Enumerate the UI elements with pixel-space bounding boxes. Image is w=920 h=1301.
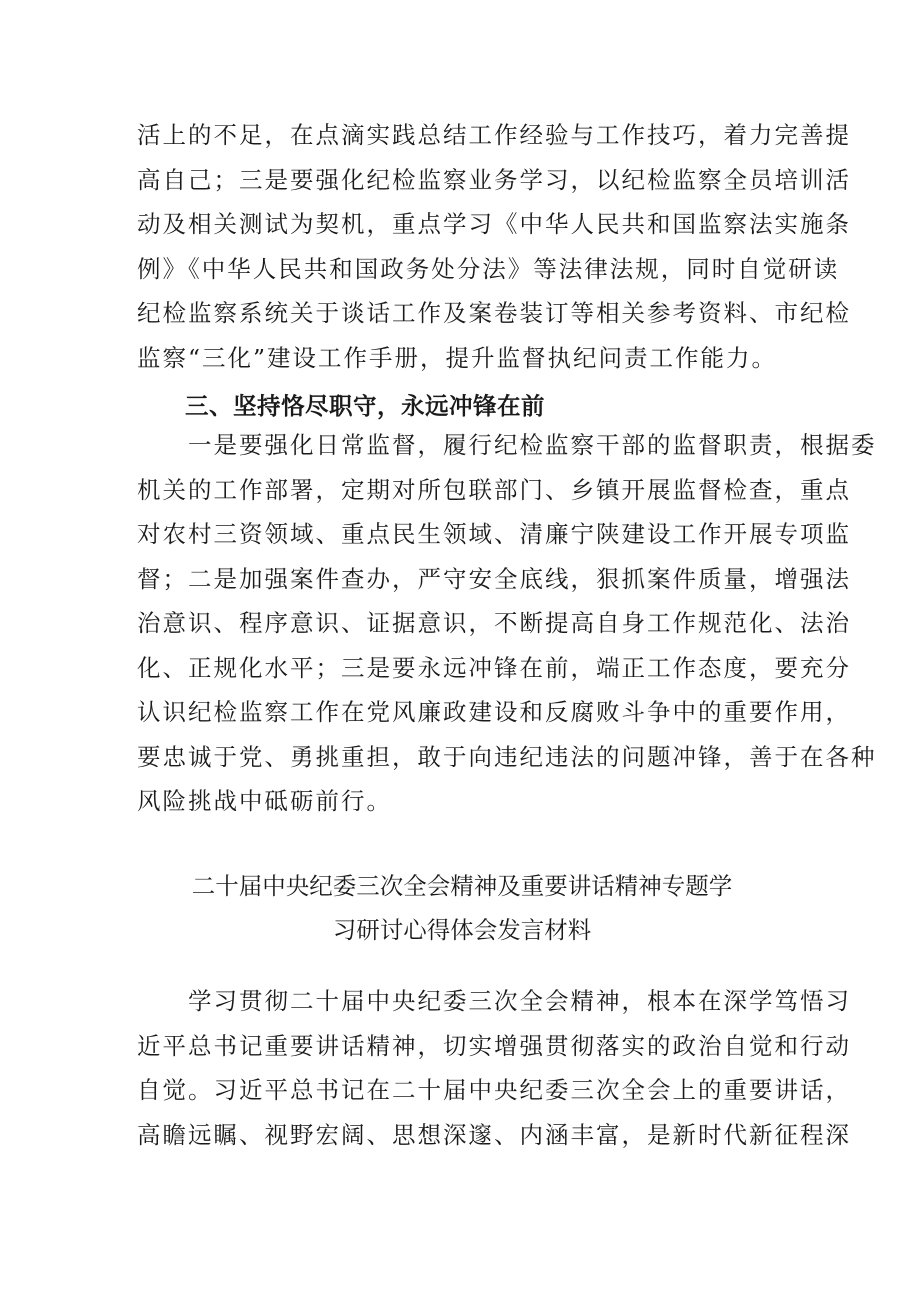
text-line: 认识纪检监察工作在党风廉政建设和反腐败斗争中的重要作用， [137, 698, 851, 726]
text-line: 学习贯彻二十届中央纪委三次全会精神，根本在深学笃悟习 [137, 987, 851, 1015]
text-line: 对农村三资领域、重点民生领域、清廉宁陕建设工作开展专项监 [137, 520, 851, 548]
text-line: 近平总书记重要讲话精神，切实增强贯彻落实的政治自觉和行动 [137, 1031, 851, 1060]
text-line: 高瞻远瞩、视野宏阔、思想深邃、内涵丰富，是新时代新征程深 [137, 1120, 851, 1149]
text-line: 活上的不足，在点滴实践总结工作经验与工作技巧，着力完善提 [137, 121, 851, 149]
text-line: 监察“三化”建设工作手册，提升监督执纪问责工作能力。 [137, 343, 778, 372]
text-line: 机关的工作部署，定期对所包联部门、乡镇开展监督检查，重点 [137, 475, 851, 504]
section-heading: 三、坚持恪尽职守，永远冲锋在前 [185, 392, 545, 420]
text-line: 要忠诚于党、勇挑重担，敢于向违纪违法的问题冲锋，善于在各种 [137, 742, 877, 771]
paragraph-section3 [137, 423, 877, 824]
text-line: 化、正规化水平；三是要永远冲锋在前，端正工作态度，要充分 [137, 653, 851, 682]
paragraph-article-intro [137, 979, 851, 1157]
text-line: 高自己；三是要强化纪检监察业务学习，以纪检监察全员培训活 [137, 165, 851, 194]
text-line: 例》《中华人民共和国政务处分法》等法律法规，同时自觉研读 [137, 254, 840, 283]
text-line: 风险挑战中砥砺前行。 [137, 787, 392, 815]
article-title-line: 二十届中央纪委三次全会精神及重要讲话精神专题学 [191, 872, 733, 900]
text-line: 治意识、程序意识、证据意识，不断提高自身工作规范化、法治 [137, 609, 851, 637]
text-line: 动及相关测试为契机，重点学习《中华人民共和国监察法实施条 [137, 210, 851, 238]
text-line: 纪检监察系统关于谈话工作及案卷装订等相关参考资料、市纪检 [137, 299, 851, 327]
article-title [137, 864, 787, 952]
article-title-line: 习研讨心得体会发言材料 [332, 916, 592, 944]
text-line: 自觉。习近平总书记在二十届中央纪委三次全会上的重要讲话， [137, 1076, 851, 1104]
paragraph-continuation [137, 113, 851, 380]
text-line: 一是要强化日常监督，履行纪检监察干部的监督职责，根据委 [137, 431, 877, 459]
text-line: 督；二是加强案件查办，严守安全底线，狠抓案件质量，增强法 [137, 564, 851, 593]
